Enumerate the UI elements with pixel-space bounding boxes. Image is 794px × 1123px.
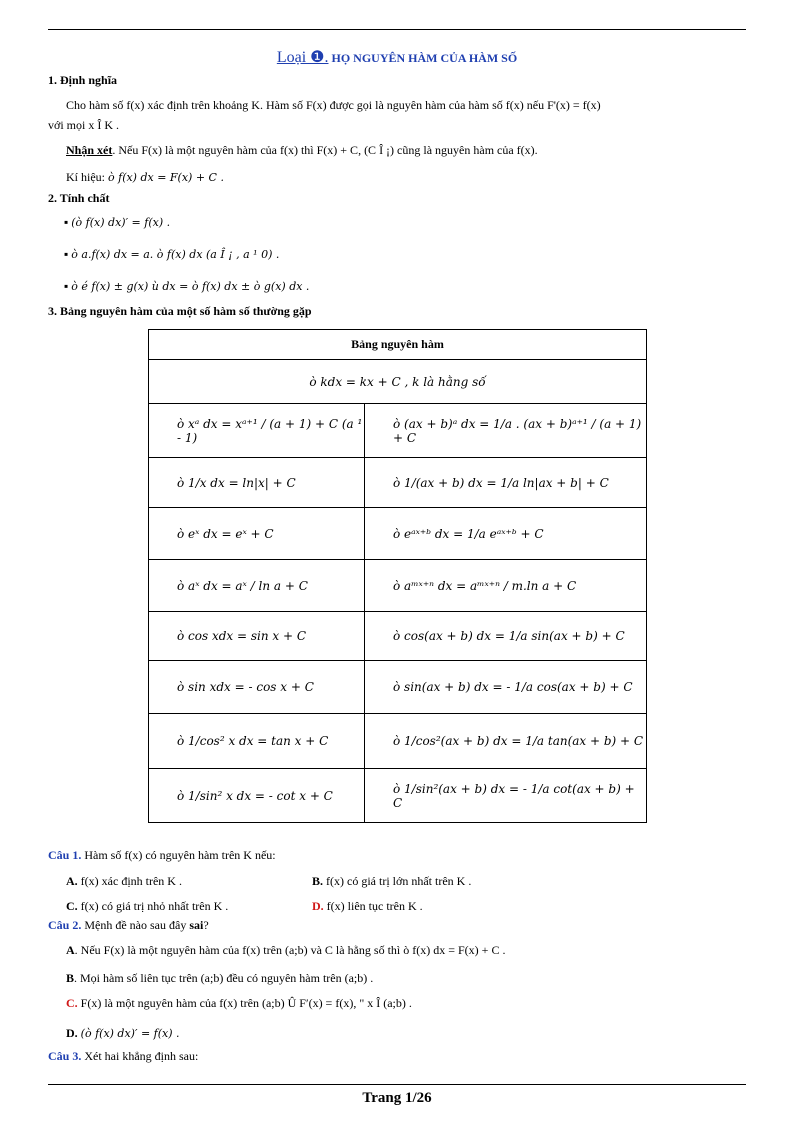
table-cell: ò sin xdx = - cos x + C	[149, 661, 365, 714]
q2-option-d-letter: D.	[66, 1026, 78, 1040]
table-row	[149, 458, 647, 508]
symbol-label: Kí hiệu:	[66, 170, 105, 184]
table-row	[149, 508, 647, 560]
table-cell: ò 1/cos²(ax + b) dx = 1/a tan(ax + b) + C	[365, 714, 647, 769]
property-2-formula: ò a.f(x) dx = a. ò f(x) dx (a Î ¡ , a ¹ 0) .	[71, 248, 280, 261]
table-cell: ò eˣ dx = eˣ + C	[149, 508, 365, 560]
remark-line	[66, 143, 538, 158]
q1-option-c-letter: C.	[66, 899, 78, 913]
table-cell: ò 1/x dx = ln|x| + C	[149, 458, 365, 508]
table-top-row: ò kdx = kx + C , k là hằng số	[149, 360, 647, 404]
table-cell: ò 1/sin² x dx = - cot x + C	[149, 769, 365, 823]
table-row	[149, 769, 647, 823]
table-cell: ò aᵐˣ⁺ⁿ dx = aᵐˣ⁺ⁿ / m.ln a + C	[365, 560, 647, 612]
definition-line2: với mọi x Î K .	[48, 118, 120, 132]
question-2-label: Câu 2.	[48, 918, 82, 932]
heading: HỌ NGUYÊN HÀM CỦA HÀM SỐ	[331, 51, 518, 65]
q1-option-b-text: f(x) có giá trị lớn nhất trên K .	[326, 874, 472, 888]
table-row	[149, 404, 647, 458]
table-cell: ò 1/(ax + b) dx = 1/a ln|ax + b| + C	[365, 458, 647, 508]
question-1	[48, 848, 276, 863]
q1-option-a-letter: A.	[66, 874, 78, 888]
q2-option-c-text: F(x) là một nguyên hàm của f(x) trên (a;b) Û F′(x) = f(x), " x Î (a;b) .	[80, 996, 412, 1010]
q2-option-d-text: (ò f(x) dx)′ = f(x) .	[80, 1027, 180, 1040]
q1-option-c[interactable]	[66, 899, 228, 914]
top-rule	[48, 29, 746, 30]
q2-option-b-text: . Mọi hàm số liên tục trên (a;b) đều có nguyên hàm trên (a;b) .	[74, 971, 374, 985]
section2-title: 2. Tính chất	[48, 191, 110, 205]
q1-option-b-letter: B.	[312, 874, 324, 888]
symbol-formula: ò f(x) dx = F(x) + C .	[108, 171, 224, 184]
q2-option-a[interactable]	[66, 943, 505, 958]
antiderivative-table	[148, 329, 647, 823]
table-cell: ò xᵃ dx = xᵃ⁺¹ / (a + 1) + C (a ¹ - 1)	[149, 404, 365, 458]
question-1-label: Câu 1.	[48, 848, 82, 862]
property-1: ▪ (ò f(x) dx)′ = f(x) .	[64, 215, 171, 229]
q1-option-d[interactable]	[312, 899, 423, 914]
table-title: Bảng nguyên hàm	[149, 330, 647, 360]
symbol-line	[66, 170, 224, 185]
section3-title: 3. Bảng nguyên hàm của một số hàm số thường gặp	[48, 304, 312, 318]
q1-option-a[interactable]	[66, 874, 182, 889]
table-cell: ò aˣ dx = aˣ / ln a + C	[149, 560, 365, 612]
table-row	[149, 714, 647, 769]
section1-title: 1. Định nghĩa	[48, 73, 118, 87]
table-cell: ò cos(ax + b) dx = 1/a sin(ax + b) + C	[365, 612, 647, 661]
question-3	[48, 1049, 198, 1064]
q1-option-a-text: f(x) xác định trên K .	[80, 874, 182, 888]
property-3-formula: ò é f(x) ± g(x) ù dx = ò f(x) dx ± ò g(x) dx .	[71, 280, 310, 293]
property-1-formula: (ò f(x) dx)′ = f(x) .	[71, 216, 171, 229]
q2-option-d[interactable]	[66, 1026, 180, 1041]
question-2-text-post: ?	[203, 918, 209, 932]
question-2	[48, 918, 209, 933]
q2-option-a-letter: A	[66, 943, 75, 957]
table-row	[149, 661, 647, 714]
question-3-text: Xét hai khẳng định sau:	[84, 1049, 199, 1063]
table-cell: ò eᵃˣ⁺ᵇ dx = 1/a eᵃˣ⁺ᵇ + C	[365, 508, 647, 560]
table-cell: ò 1/cos² x dx = tan x + C	[149, 714, 365, 769]
page-number: Trang 1/26	[362, 1090, 432, 1106]
q2-option-c-letter: C.	[66, 996, 78, 1010]
q1-option-c-text: f(x) có giá trị nhỏ nhất trên K .	[80, 899, 229, 913]
bottom-rule	[48, 1084, 746, 1085]
q1-option-d-letter: D.	[312, 899, 324, 913]
question-1-text: Hàm số f(x) có nguyên hàm trên K nếu:	[84, 848, 276, 862]
page-title	[0, 47, 794, 67]
remark-text: . Nếu F(x) là một nguyên hàm của f(x) thì F(x) + C, (C Î ¡) cũng là nguyên hàm của f(x).	[112, 143, 538, 157]
table-cell: ò (ax + b)ᵃ dx = 1/a . (ax + b)ᵃ⁺¹ / (a + 1) + C	[365, 404, 647, 458]
table-cell: ò cos xdx = sin x + C	[149, 612, 365, 661]
property-2: ▪ ò a.f(x) dx = a. ò f(x) dx (a Î ¡ , a ¹ 0) .	[64, 247, 280, 261]
q2-option-b-letter: B	[66, 971, 75, 985]
question-2-text-pre: Mệnh đề nào sau đây	[84, 918, 190, 932]
table-cell: ò 1/sin²(ax + b) dx = - 1/a cot(ax + b) + C	[365, 769, 647, 823]
definition-line1: Cho hàm số f(x) xác định trên khoảng K. Hàm số F(x) được gọi là nguyên hàm của hàm số f(x) nếu F'(x) = f(x)	[66, 98, 601, 112]
table-row	[149, 560, 647, 612]
q1-option-d-text: f(x) liên tục trên K .	[326, 899, 423, 913]
table-cell: ò sin(ax + b) dx = - 1/a cos(ax + b) + C	[365, 661, 647, 714]
question-2-text-bold: sai	[189, 918, 204, 932]
property-3: ▪ ò é f(x) ± g(x) ù dx = ò f(x) dx ± ò g(x) dx .	[64, 279, 310, 293]
table-row	[149, 612, 647, 661]
q2-option-b[interactable]	[66, 971, 373, 986]
remark-label: Nhận xét	[66, 143, 113, 157]
q2-option-c[interactable]	[66, 996, 412, 1011]
loai-label: Loại ❶.	[276, 49, 329, 66]
q2-option-a-text: . Nếu F(x) là một nguyên hàm của f(x) trên (a;b) và C là hằng số thì ò f(x) dx = F(x) + C .	[74, 943, 506, 957]
q1-option-b[interactable]	[312, 874, 471, 889]
question-3-label: Câu 3.	[48, 1049, 82, 1063]
